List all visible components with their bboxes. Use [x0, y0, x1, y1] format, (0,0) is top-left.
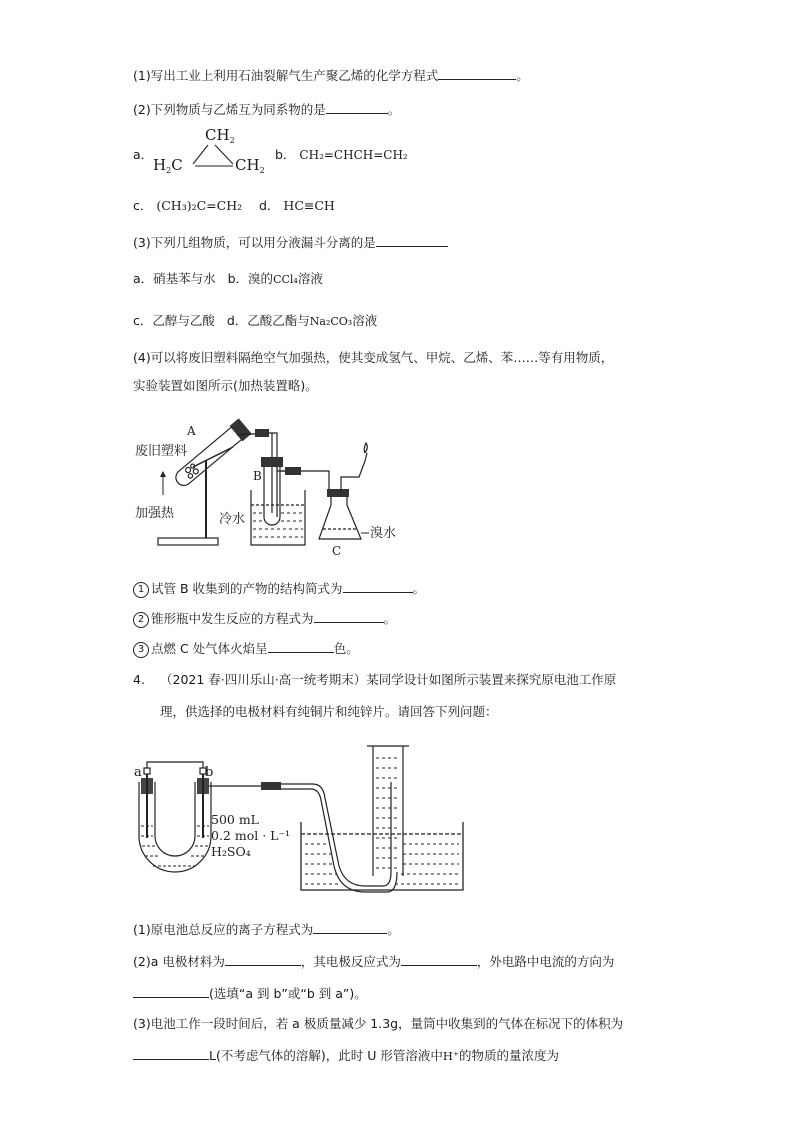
cyclopropane-structure — [153, 126, 263, 178]
label-B: B — [253, 469, 262, 483]
q4-part2: (2)a 电极材料为 ，其电极反应式为 ，外电路中电流的方向为 — [133, 954, 615, 969]
answer-blank[interactable] — [314, 609, 384, 623]
option-d-formula: HC≡CH — [283, 198, 335, 213]
concentration-label: 0.2 mol · L⁻¹ — [211, 828, 291, 843]
answer-blank[interactable] — [133, 984, 209, 998]
answer-blank[interactable] — [268, 639, 334, 653]
q4-number: 4. — [133, 672, 145, 687]
q4-part2-cont: (选填“a 到 b”或“b 到 a”)。 — [133, 984, 367, 1003]
q4-part3-cont: L(不考虑气体的溶解)，此时 U 形管溶液中H⁺的物质的量浓度为 — [133, 1046, 559, 1065]
q3-part4-line1: (4)可以将废旧塑料隔绝空气加强热，使其变成氢气、甲烷、乙烯、苯……等有用物质， — [133, 350, 614, 365]
label-C: C — [332, 544, 342, 558]
ring-top-ch2: $CH_2$ — [205, 126, 235, 145]
q3-sub2: 2 锥形瓶中发生反应的方程式为 。 — [133, 609, 396, 628]
q3-part1: (1)写出工业上利用石油裂解气生产聚乙烯的化学方程式 。 — [133, 68, 529, 83]
electrode-a-label: a — [134, 765, 142, 780]
option-b-formula: CH₂=CHCH=CH₂ — [299, 148, 408, 162]
q4-part1: (1)原电池总反应的离子方程式为 。 — [133, 922, 400, 937]
option-a-label: a． — [133, 147, 154, 162]
answer-blank[interactable] — [225, 952, 301, 966]
acid-label: H₂SO₄ — [211, 844, 251, 859]
q3-part2: (2)下列物质与乙烯互为同系物的是 。 — [133, 102, 401, 117]
answer-blank[interactable] — [438, 66, 516, 80]
label-A: A — [187, 424, 196, 438]
pyrolysis-apparatus-figure — [133, 405, 397, 558]
answer-blank[interactable] — [376, 233, 448, 247]
q4-stem-line2: 理，供选择的电极材料有纯铜片和纯锌片。请回答下列问题： — [160, 704, 498, 719]
electrode-b-label: b — [205, 765, 214, 780]
answer-blank[interactable] — [133, 1046, 209, 1060]
q4-stem-line1: （2021 春·四川乐山·高一统考期末）某同学设计如图所示装置来探究原电池工作原 — [160, 672, 617, 687]
answer-blank[interactable] — [401, 952, 477, 966]
answer-blank[interactable] — [326, 100, 388, 114]
q3-part1-text: (1)写出工业上利用石油裂解气生产聚乙烯的化学方程式 — [133, 68, 439, 83]
option-d: d． HC≡CH — [259, 198, 335, 213]
option-b: b． CH₂=CHCH=CH₂ — [275, 147, 408, 162]
q3-sub3: 3 点燃 C 处气体火焰呈 色。 — [133, 639, 359, 658]
label-waste-plastic: 废旧塑料 — [135, 444, 188, 459]
option-c: c． (CH₃)₂C=CH₂ — [133, 198, 243, 213]
ring-left-ch2: $H_2C$ — [153, 156, 183, 175]
q3-sub1: 1 试管 B 收集到的产物的结构简式为 。 — [133, 579, 425, 598]
label-strong-heat: 加强热 — [135, 506, 175, 521]
ring-bonds — [153, 126, 263, 178]
answer-blank[interactable] — [343, 579, 413, 593]
label-bromine-water: 溴水 — [370, 526, 397, 541]
galvanic-cell-figure — [133, 742, 463, 900]
answer-blank[interactable] — [313, 920, 387, 934]
volume-label: 500 mL — [211, 812, 259, 827]
option-c-formula: (CH₃)₂C=CH₂ — [156, 198, 243, 213]
q4-part3: (3)电池工作一段时间后，若 a 极质量减少 1.3g，量筒中收集到的气体在标况下的体积为 — [133, 1016, 624, 1031]
q3-part3-text: (3)下列几组物质，可以用分液漏斗分离的是 — [133, 235, 376, 250]
q3-part3 — [133, 233, 448, 252]
q3-part3-options-cd: c．乙醇与乙酸 d．乙酸乙酯与Na₂CO₃溶液 — [133, 313, 378, 328]
q3-part4-line2: 实验装置如图所示(加热装置略)。 — [133, 378, 318, 393]
label-cold-water: 冷水 — [219, 512, 246, 527]
ring-right-ch2: $CH_2$ — [235, 156, 265, 175]
q3-part3-options-ab: a．硝基苯与水 b．溴的CCl₄溶液 — [133, 271, 323, 286]
q3-part2-text: (2)下列物质与乙烯互为同系物的是 — [133, 102, 326, 117]
